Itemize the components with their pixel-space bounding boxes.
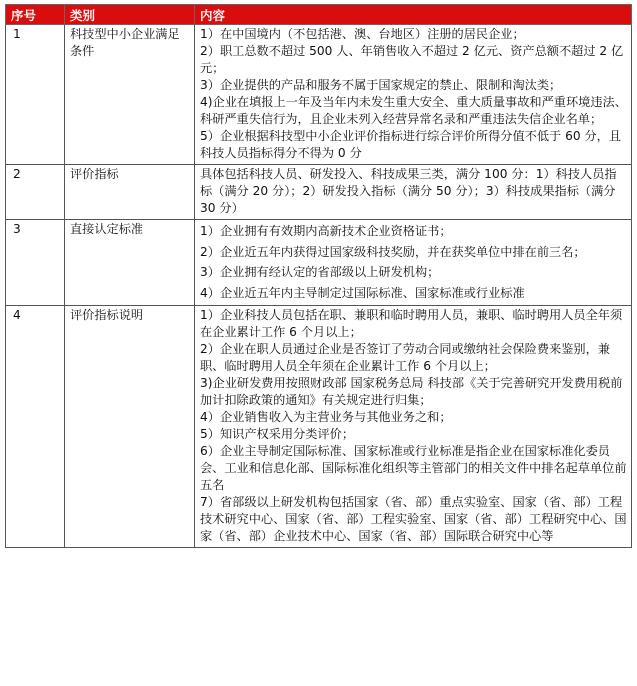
- row-index: 2: [6, 165, 65, 220]
- header-content: 内容: [195, 5, 632, 25]
- content-line: 4)企业在填报上一年及当年内未发生重大安全、重大质量事故和严重环境违法、科研严重失信行为，且企业未列入经营异常名录和严重违法失信企业名单；: [200, 95, 627, 126]
- row-content: [195, 306, 632, 548]
- content-line: 具体包括科技人员、研发投入、科技成果三类，满分 100 分：1）科技人员指标（满分 20 分）；2）研发投入指标（满分 50 分）；3）科技成果指标（满分 30 分）: [200, 167, 617, 215]
- content-line: 4）企业销售收入为主营业务与其他业务之和；: [200, 410, 452, 424]
- content-line: 7）省部级以上研发机构包括国家（省、部）重点实验室、国家（省、部）工程技术研究中心、国家（省、部）工程实验室、国家（省、部）工程研究中心、国家（省、部）企业技术中心、国家（省、部）国际联合研究中心等: [200, 495, 627, 543]
- content-line: 1）企业科技人员包括在职、兼职和临时聘用人员，兼职、临时聘用人员全年须在企业累计工作 6 个月以上；: [200, 308, 623, 339]
- row-category: 直接认定标准: [65, 220, 195, 306]
- row-category: 评价指标: [65, 165, 195, 220]
- header-index: 序号: [6, 5, 65, 25]
- row-index: 4: [6, 306, 65, 548]
- requirements-table: [5, 4, 632, 548]
- table-row: [6, 165, 632, 220]
- row-content: [195, 165, 632, 220]
- content-line: 6）企业主导制定国际标准、国家标准或行业标准是指企业在国家标准化委员会、工业和信息化部、国际标准化组织等主管部门的相关文件中排名起草单位前五名: [200, 444, 627, 492]
- content-line: 2）企业在职人员通过企业是否签订了劳动合同或缴纳社会保险费来鉴别，兼职、临时聘用人员全年须在企业累计工作 6 个月以上；: [200, 342, 610, 373]
- table-body: [6, 25, 632, 548]
- row-index: 1: [6, 25, 65, 165]
- content-line: 3)企业研发费用按照财政部 国家税务总局 科技部《关于完善研究开发费用税前加计扣除政策的通知》有关规定进行归集；: [200, 376, 623, 407]
- content-line: 3）企业提供的产品和服务不属于国家规定的禁止、限制和淘汰类；: [200, 78, 562, 92]
- content-line: 5）知识产权采用分类评价；: [200, 427, 355, 441]
- content-line: 1）在中国境内（不包括港、澳、台地区）注册的居民企业；: [200, 27, 525, 41]
- table-row: [6, 25, 632, 165]
- table-row: [6, 306, 632, 548]
- row-category: 科技型中小企业满足条件: [65, 25, 195, 165]
- content-line: 2）职工总数不超过 500 人、年销售收入不超过 2 亿元、资产总额不超过 2 亿元；: [200, 44, 624, 75]
- content-line: 2）企业近五年内获得过国家级科技奖励，并在获奖单位中排在前三名；: [200, 244, 586, 259]
- content-line: 3）企业拥有经认定的省部级以上研发机构；: [200, 265, 440, 279]
- row-content: [195, 25, 632, 165]
- row-content: [195, 220, 632, 306]
- content-line: 5）企业根据科技型中小企业评价指标进行综合评价所得分值不低于 60 分，且科技人员指标得分不得为 0 分: [200, 129, 622, 160]
- header-row: [6, 5, 632, 25]
- row-category: 评价指标说明: [65, 306, 195, 548]
- content-line: 1）企业拥有有效期内高新技术企业资格证书；: [200, 224, 452, 238]
- content-line: 4）企业近五年内主导制定过国际标准、国家标准或行业标准: [200, 285, 525, 300]
- header-category: 类别: [65, 5, 195, 25]
- row-index: 3: [6, 220, 65, 306]
- table-row: [6, 220, 632, 306]
